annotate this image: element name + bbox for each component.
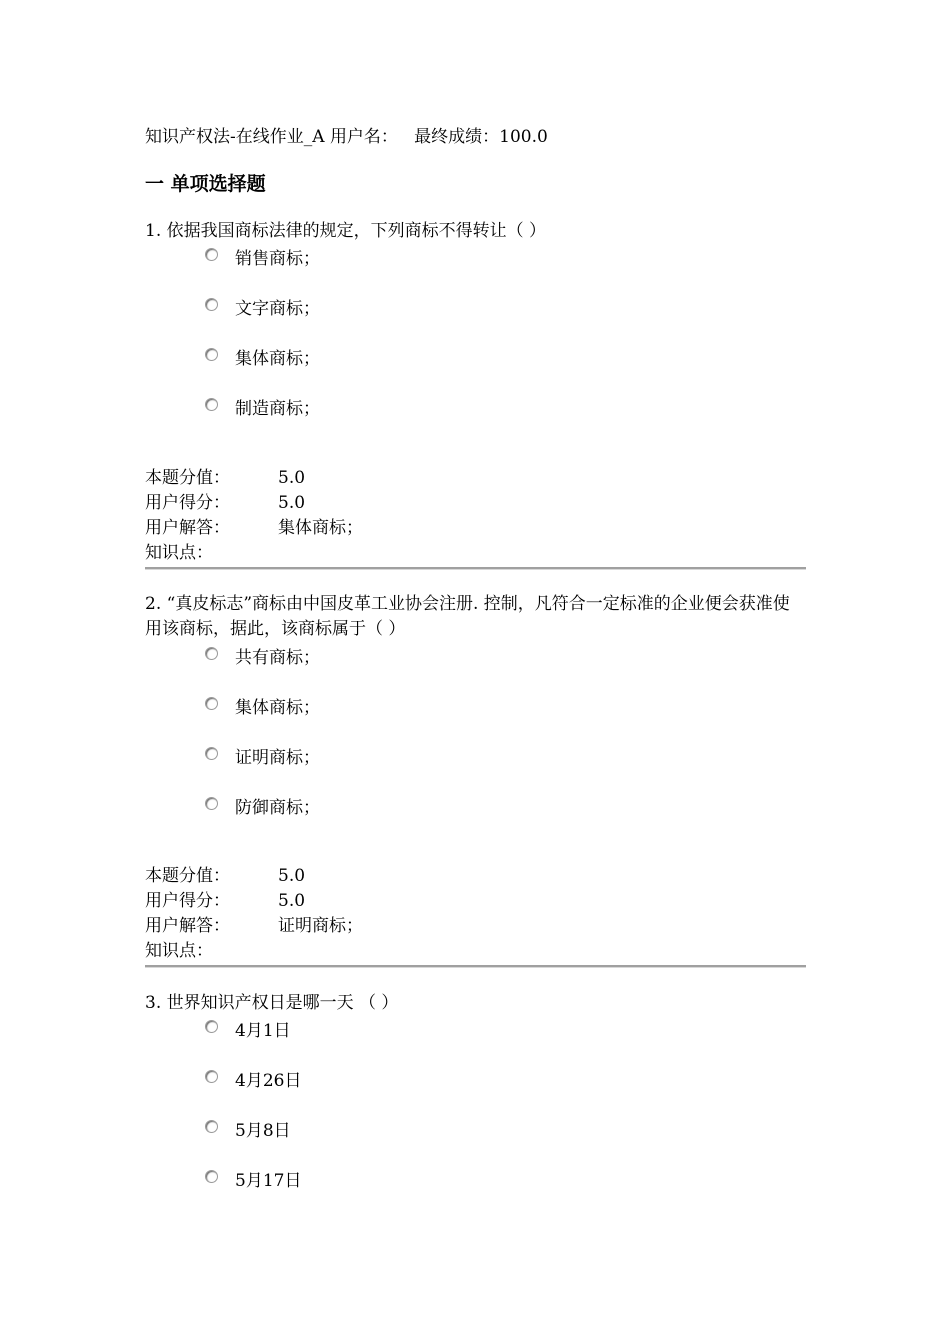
score-block [145, 466, 806, 566]
option-list [205, 647, 806, 847]
option-1[interactable] [205, 248, 806, 298]
question-text: 1. 依据我国商标法律的规定，下列商标不得转让（ ） [145, 221, 547, 241]
option-label: 4月26日 [235, 1071, 302, 1091]
knowledge-label: 知识点： [145, 543, 213, 563]
option-label: 防御商标； [235, 798, 320, 818]
question-1 [145, 219, 806, 570]
divider [145, 567, 806, 570]
option-4[interactable] [205, 797, 806, 847]
score-block [145, 864, 806, 964]
radio-button[interactable] [205, 1070, 218, 1083]
answer-label: 用户解答： [145, 916, 230, 936]
radio-button[interactable] [205, 1170, 218, 1183]
option-list [205, 248, 806, 448]
radio-button[interactable] [205, 697, 218, 710]
answer-label: 用户解答： [145, 518, 230, 538]
points-label: 本题分值： [145, 468, 230, 488]
option-3[interactable] [205, 1120, 806, 1170]
earned-label: 用户得分： [145, 493, 230, 513]
earned-value: 5.0 [278, 891, 306, 911]
course-title: 知识产权法-在线作业_A [145, 127, 325, 147]
option-label: 5月8日 [235, 1121, 291, 1141]
radio-button[interactable] [205, 1020, 218, 1033]
radio-button[interactable] [205, 298, 218, 311]
option-label: 文字商标； [235, 299, 320, 319]
section-title: 一 单项选择题 [145, 173, 266, 195]
option-1[interactable] [205, 647, 806, 697]
option-label: 集体商标； [235, 698, 320, 718]
final-score-value: 100.0 [499, 127, 548, 147]
option-label: 制造商标； [235, 399, 320, 419]
username-label: 用户名： [329, 127, 398, 147]
question-text: 3. 世界知识产权日是哪一天 （ ） [145, 993, 399, 1013]
option-list [205, 1020, 806, 1220]
earned-label: 用户得分： [145, 891, 230, 911]
radio-button[interactable] [205, 747, 218, 760]
radio-button[interactable] [205, 348, 218, 361]
option-label: 销售商标； [235, 249, 320, 269]
option-label: 5月17日 [235, 1171, 302, 1191]
option-2[interactable] [205, 697, 806, 747]
question-text: 2. “真皮标志”商标由中国皮革工业协会注册. 控制，凡符合一定标准的企业便会获准使用该商标，据此，该商标属于（ ） [145, 594, 790, 639]
radio-button[interactable] [205, 398, 218, 411]
option-label: 证明商标； [235, 748, 320, 768]
option-2[interactable] [205, 1070, 806, 1120]
option-label: 集体商标； [235, 349, 320, 369]
answer-value: 证明商标； [278, 916, 363, 936]
header-line [145, 126, 548, 148]
option-3[interactable] [205, 747, 806, 797]
question-3 [145, 991, 806, 1220]
radio-button[interactable] [205, 248, 218, 261]
option-2[interactable] [205, 298, 806, 348]
points-value: 5.0 [278, 866, 306, 886]
option-label: 共有商标； [235, 648, 320, 668]
option-4[interactable] [205, 1170, 806, 1220]
final-score-label: 最终成绩： [414, 127, 500, 147]
answer-value: 集体商标； [278, 518, 363, 538]
option-4[interactable] [205, 398, 806, 448]
earned-value: 5.0 [278, 493, 306, 513]
radio-button[interactable] [205, 797, 218, 810]
option-3[interactable] [205, 348, 806, 398]
divider [145, 965, 806, 968]
points-label: 本题分值： [145, 866, 230, 886]
points-value: 5.0 [278, 468, 306, 488]
option-label: 4月1日 [235, 1021, 291, 1041]
radio-button[interactable] [205, 647, 218, 660]
question-2 [145, 592, 806, 968]
knowledge-label: 知识点： [145, 941, 213, 961]
radio-button[interactable] [205, 1120, 218, 1133]
option-1[interactable] [205, 1020, 806, 1070]
